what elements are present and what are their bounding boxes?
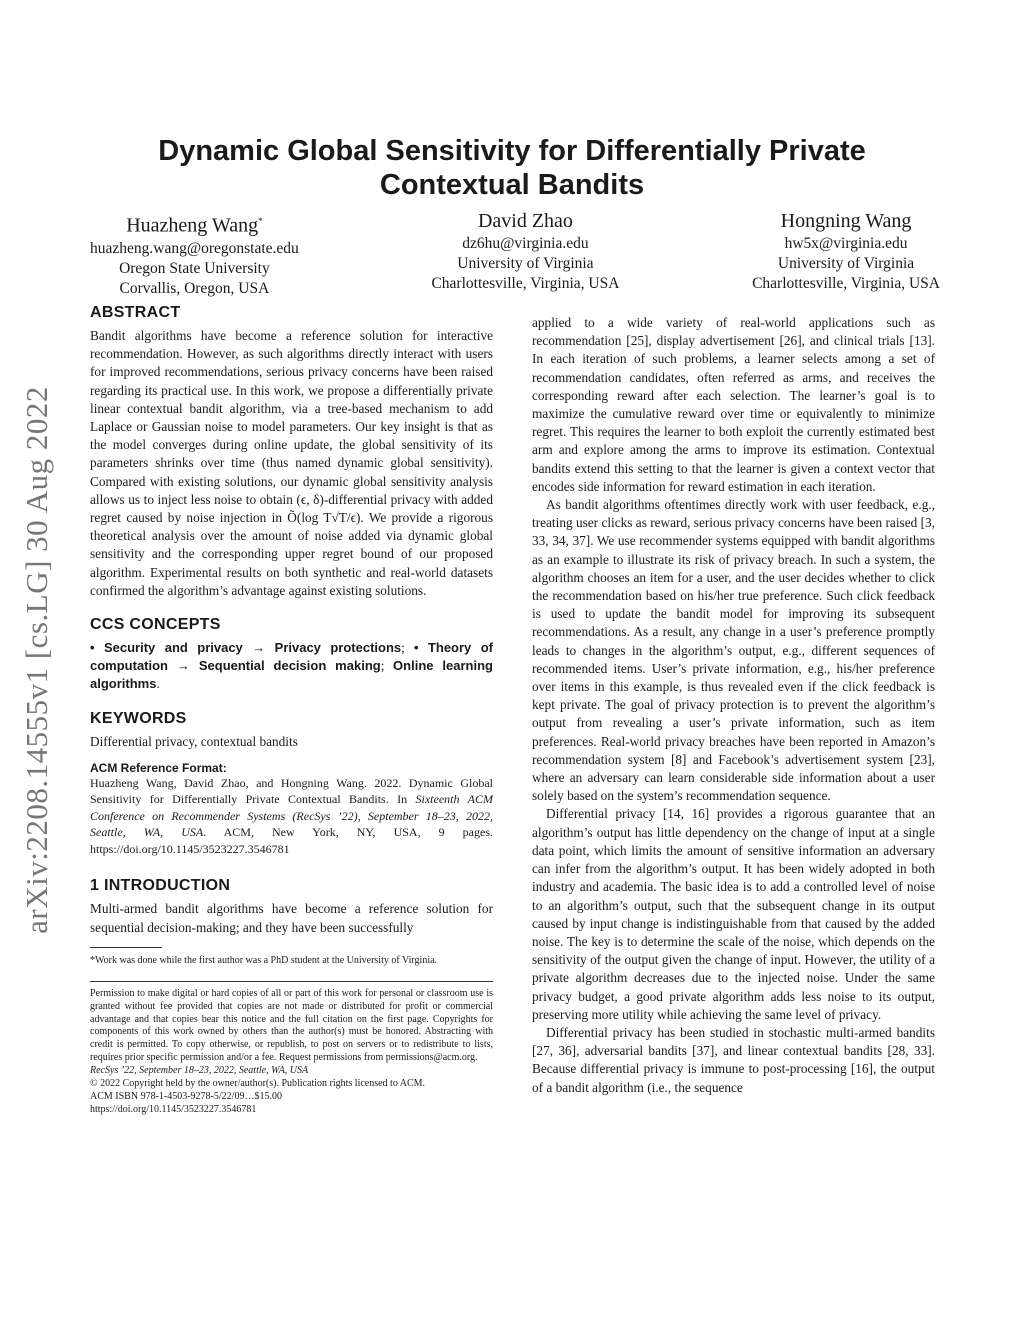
paper-title: Dynamic Global Sensitivity for Differentially Private Contextual Bandits bbox=[158, 135, 866, 201]
intro-paragraph: Multi-armed bandit algorithms have become a reference solution for sequential decision-making; and they have been successfully bbox=[90, 901, 493, 935]
author-email: hw5x@virginia.edu bbox=[784, 235, 908, 252]
body-paragraph: Differential privacy [14, 16] provides a rigorous guarantee that an algorithm’s output has little dependency on the change of input at a single data point, which limits the amount of sensitive information an adversary can infer from the algorithm’s output. It has been widely adopted in both industry and academia. The basic idea is to add a controlled level of noise to an algorithm’s output, such that the subsequent change in its output caused by input change is indistinguishable from that caused by the added noise. The key is to determine the scale of the noise, which depends on the sensitivity of the output given the change of input. However, the utility of a private algorithm decreases due to the injected noise. Under the same privacy budget, a good private algorithm adds less noise to its output, preserving more utility while achieving the same level of privacy. bbox=[532, 806, 935, 1022]
ccs-concept-1: • Security and privacy → Privacy protections bbox=[90, 640, 402, 656]
venue-line: RecSys ’22, September 18–23, 2022, Seattle, WA, USA bbox=[90, 1065, 309, 1077]
ccs-concept-2: • Theory of computation → Sequential decision making bbox=[90, 640, 493, 674]
author-name: Hongning Wang bbox=[780, 210, 912, 232]
author-location: Corvallis, Oregon, USA bbox=[119, 279, 270, 297]
permission-divider bbox=[90, 981, 493, 982]
author-location: Charlottesville, Virginia, USA bbox=[431, 275, 620, 292]
body-paragraph: applied to a wide variety of real-world applications such as recommendation [25], display advertisement [26], and clinical trials [13]. In each iteration of such problems, a learner selects among a set of recommendation candidates, often referred as arms, and receives the corresponding reward after each selection. The learner’s goal is to maximize the cumulative reward over time or equivalently to minimize regret. This requires the learner to both exploit the currently estimated best arm and explore among the arms to improve its estimation. Contextual bandits extend this setting to that the learner is given a context vector that encodes side information for reward estimation in each iteration. bbox=[532, 315, 935, 494]
author-name: David Zhao bbox=[477, 210, 573, 232]
author-affiliation: University of Virginia bbox=[457, 255, 594, 272]
ccs-separator: ; bbox=[401, 640, 414, 656]
arxiv-stamp: arXiv:2208.14555v1 [cs.LG] 30 Aug 2022 bbox=[19, 386, 55, 934]
ccs-concept-3: Online learning algorithms bbox=[90, 658, 493, 692]
copyright-line: © 2022 Copyright held by the owner/author(s). Publication rights licensed to ACM. bbox=[90, 1078, 426, 1090]
author-affiliation: University of Virginia bbox=[777, 255, 915, 272]
author-footnote-mark: * bbox=[258, 216, 263, 226]
keywords-heading: KEYWORDS bbox=[90, 709, 187, 727]
author-1 bbox=[90, 208, 299, 299]
author-email: dz6hu@virginia.edu bbox=[462, 235, 589, 252]
ccs-end: . bbox=[156, 676, 160, 692]
footnote-divider bbox=[90, 947, 162, 948]
author-block bbox=[90, 208, 940, 299]
acm-reference-text bbox=[90, 775, 493, 858]
acm-ref-part: Huazheng Wang, David Zhao, and Hongning Wang. 2022. Dynamic Global Sensitivity for Differentially Private Contextual Bandits. In bbox=[90, 775, 493, 807]
ccs-separator: ; bbox=[380, 658, 394, 674]
author-location: Charlottesville, Virginia, USA bbox=[752, 275, 940, 292]
body-paragraph: Differential privacy has been studied in stochastic multi-armed bandits [27, 36], adversarial bandits [37], and linear contextual bandits [28, 33]. Because differential privacy is immune to post-processing [16], the output of a bandit algorithm (i.e., the sequence bbox=[532, 1024, 935, 1095]
body-paragraph: As bandit algorithms oftentimes directly work with user feedback, e.g., treating user clicks as reward, serious privacy concerns have been raised [3, 33, 34, 37]. We use recommender systems equipped with bandit algorithms as an example to illustrate its risk of privacy breach. In such a system, the algorithm chooses an item for a user, and the user decides whether to click the recommendation based on his/her true preference. Such click feedback is used to update the bandit model for improving its subsequent recommendations. As a result, any change in a user’s preference promptly leads to changes in the algorithm’s output, e.g., different sequences of recommended items. User’s private information, e.g., his/her preference over items in this example, is thus revealed even if the click feedback is kept private. The goal of privacy protection is to prevent the algorithm’s output from revealing a user’s private information, such as item preferences. Real-world privacy breaches have been reported in Amazon’s recommendation system [8] and Facebook’s advertisement system [23], where an adversary can learn considerable side information about a user solely based on the system’s recommendation sequence. bbox=[532, 497, 935, 804]
keywords-text: Differential privacy, contextual bandits bbox=[90, 733, 298, 749]
doi-link[interactable]: https://doi.org/10.1145/3523227.3546781 bbox=[90, 1103, 257, 1115]
author-email: huazheng.wang@oregonstate.edu bbox=[90, 239, 299, 257]
author-name: Huazheng Wang bbox=[126, 214, 259, 237]
abstract-text: Bandit algorithms have become a reference solution for interactive recommendation. However, as such algorithms directly interact with users for improved recommendations, serious privacy concerns have been raised regarding its practical use. In this work, we propose a differentially private linear contextual bandit algorithm, via a tree-based mechanism to add Laplace or Gaussian noise to model parameters. Our key insight is that as the model converges during online update, the global sensitivity of its parameters shrinks over time (thus named dynamic global sensitivity). Compared with existing solutions, our dynamic global sensitivity analysis allows us to inject less noise to obtain (ϵ, δ)-differential privacy with added regret caused by noise injection in Õ(log T√T/ϵ). We provide a rigorous theoretical analysis over the amount of noise added via dynamic global sensitivity and the corresponding upper regret bound of our proposed algorithm. Experimental results on both synthetic and real-world datasets confirmed the algorithm’s advantage against existing solutions. bbox=[90, 328, 493, 598]
permission-text: Permission to make digital or hard copies of all or part of this work for personal or classroom use is granted without fee provided that copies are not made or distributed for profit or commercial advantage and that copies bear this notice and the full citation on the first page. Copyrights for components of this work owned by others than the author(s) must be honored. Abstracting with credit is permitted. To copy otherwise, or republish, to post on servers or to redistribute to lists, requires prior specific permission and/or a fee. Request permissions from permissions@acm.org. bbox=[90, 987, 493, 1064]
abstract-heading: ABSTRACT bbox=[90, 304, 181, 321]
author-affiliation: Oregon State University bbox=[119, 259, 270, 277]
isbn-line: ACM ISBN 978-1-4503-9278-5/22/09…$15.00 bbox=[90, 1091, 282, 1103]
right-column bbox=[532, 304, 935, 1097]
left-column bbox=[90, 304, 493, 1117]
intro-heading: 1 INTRODUCTION bbox=[90, 877, 231, 895]
ccs-heading: CCS CONCEPTS bbox=[90, 616, 221, 634]
ccs-concepts bbox=[90, 639, 493, 694]
acm-ref-venue: Sixteenth ACM Conference on Recommender Systems (RecSys ’22), September 18–23, 2022, Seattle, WA, USA bbox=[90, 792, 494, 840]
acm-ref-part: . ACM, New York, NY, USA, 9 pages. https://doi.org/10.1145/3523227.3546781 bbox=[90, 825, 494, 856]
footnote: *Work was done while the first author was a PhD student at the University of Virginia. bbox=[90, 954, 438, 966]
acm-reference-heading: ACM Reference Format: bbox=[90, 760, 227, 775]
author-3 bbox=[752, 208, 940, 299]
author-2 bbox=[431, 208, 619, 299]
